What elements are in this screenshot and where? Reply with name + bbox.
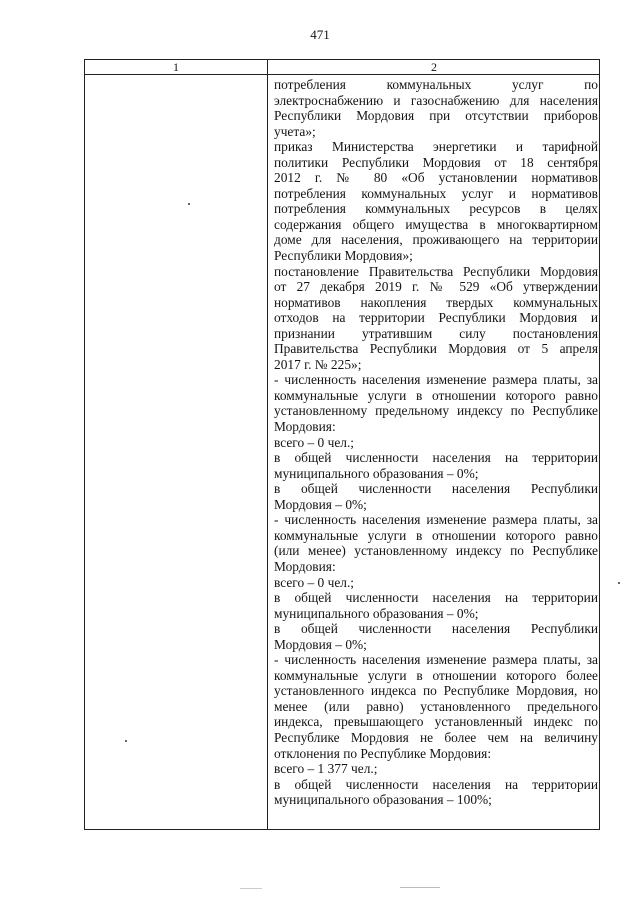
scan-speck <box>240 888 262 889</box>
text-line: в общей численности населения Республики <box>274 481 598 497</box>
text-line: потребления коммунальных услуг по <box>274 77 598 92</box>
text-line: - численность населения изменение размера платы, за <box>274 652 598 668</box>
text-line: коммунальные услуги в отношении которого более <box>274 667 598 683</box>
text-line: 2012 г. № 80 «Об установлении нормативов <box>274 170 598 186</box>
text-line: (или менее) установленному индексу по Республике <box>274 543 598 559</box>
text-line: политики Республики Мордовия от 18 сентября <box>274 154 598 170</box>
text-line: коммунальные услуги в отношении которого равно <box>274 387 598 403</box>
text-line: в общей численности населения на территории <box>274 450 598 466</box>
text-line: нормативов накопления твердых коммунальных <box>274 294 598 310</box>
text-line: потребления коммунальных услуг и нормативов <box>274 185 598 201</box>
text-line: муниципального образования – 0%; <box>274 605 479 621</box>
text-line: коммунальные услуги в отношении которого равно <box>274 527 598 543</box>
text-line: потребления коммунальных ресурсов в целях <box>274 201 598 217</box>
text-line: муниципального образования – 100%; <box>274 792 492 808</box>
text-line: Мордовия: <box>274 558 336 574</box>
text-line: отходов на территории Республики Мордовия и <box>274 310 598 326</box>
text-line: Мордовия – 0%; <box>274 496 367 512</box>
text-line: установленному предельному индексу по Республике <box>274 403 598 419</box>
text-line: постановление Правительства Республики Мордовия <box>274 263 598 279</box>
scan-speck <box>188 203 190 205</box>
column-2-header: 2 <box>431 60 437 74</box>
scan-speck <box>618 582 620 584</box>
text-line: индекса, превышающего установленный индекс по <box>274 714 598 730</box>
scan-speck <box>400 887 440 888</box>
page-number: 471 <box>310 27 330 42</box>
text-line: электроснабжению и газоснабжению для населения <box>274 92 598 108</box>
text-line: содержания общего имущества в многоквартирном <box>274 216 598 232</box>
text-line: доме для населения, проживающего на территории <box>274 232 598 248</box>
text-line: в общей численности населения на территории <box>274 590 598 606</box>
text-line: 2017 г. № 225»; <box>274 356 362 372</box>
text-line: признании утратившим силу постановления <box>274 325 598 341</box>
text-line: Мордовия: <box>274 419 336 435</box>
column-1-header: 1 <box>173 60 179 74</box>
text-line: в общей численности населения Республики <box>274 621 598 637</box>
text-line: всего – 0 чел.; <box>274 574 355 590</box>
text-line: Республики Мордовия при отсутствии приборов <box>274 108 598 124</box>
column-divider <box>267 60 268 829</box>
scan-speck <box>125 740 127 742</box>
table-header-row <box>85 60 599 75</box>
column-2-text <box>274 77 598 808</box>
text-line: учета»; <box>274 123 316 139</box>
text-line: отклонения по Республике Мордовия: <box>274 745 492 761</box>
text-line: Республике Мордовия не более чем на величину <box>274 729 598 745</box>
text-line: - численность населения изменение размера платы, за <box>274 512 598 528</box>
text-line: всего – 0 чел.; <box>274 434 355 450</box>
text-line: от 27 декабря 2019 г. № 529 «Об утверждении <box>274 279 598 295</box>
text-line: менее (или равно) установленного предельного <box>274 698 598 714</box>
text-line: в общей численности населения на территории <box>274 776 598 792</box>
text-line: приказ Министерства энергетики и тарифной <box>274 139 598 155</box>
text-line: Республики Мордовия»; <box>274 248 413 264</box>
document-table <box>84 59 600 830</box>
text-line: Мордовия – 0%; <box>274 636 367 652</box>
text-line: всего – 1 377 чел.; <box>274 761 378 777</box>
text-line: - численность населения изменение размера платы, за <box>274 372 598 388</box>
text-line: установленного индекса по Республике Мордовия, но <box>274 683 598 699</box>
text-line: Правительства Республики Мордовия от 5 апреля <box>274 341 598 357</box>
text-line: муниципального образования – 0%; <box>274 465 479 481</box>
